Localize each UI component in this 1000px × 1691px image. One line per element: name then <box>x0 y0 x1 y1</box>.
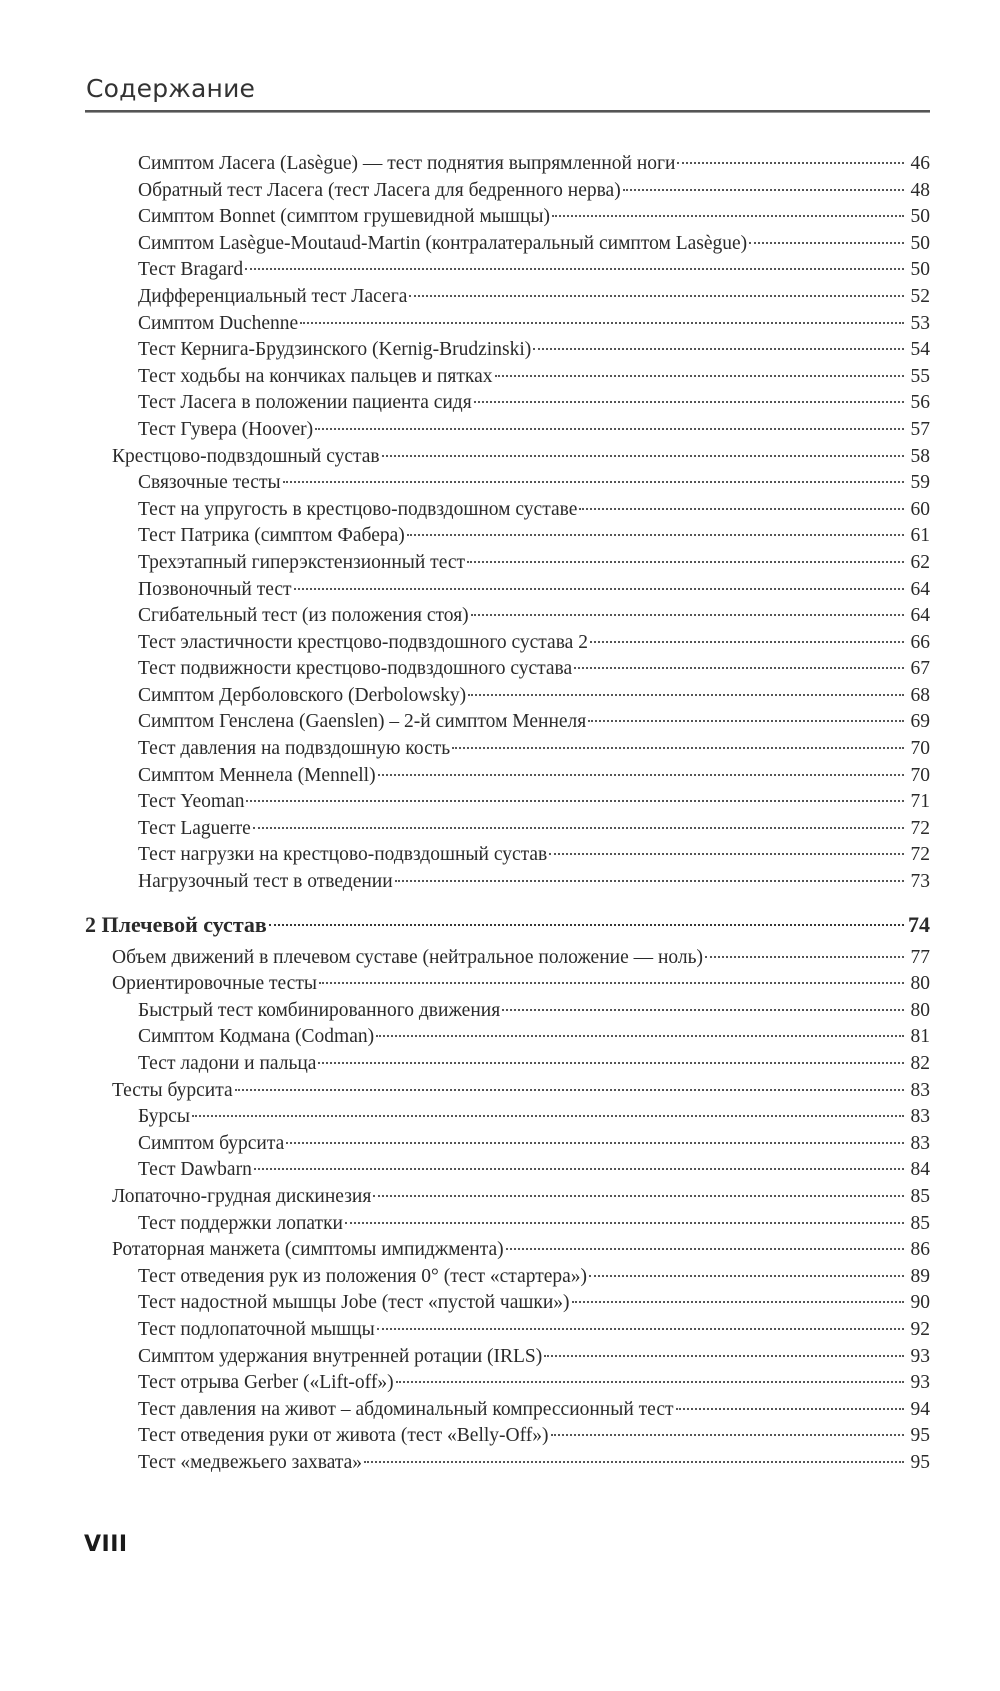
toc-entry-title: Трехэтапный гиперэкстензионный тест <box>138 551 466 573</box>
toc-entry-title: Тест Bragard <box>138 259 244 281</box>
toc-entry-title: Лопаточно-грудная дискинезия <box>112 1185 372 1207</box>
toc-item <box>85 151 930 178</box>
dot-leader <box>254 1168 904 1170</box>
toc-entry-title: Объем движений в плечевом суставе (нейтральное положение — ноль) <box>112 946 704 968</box>
toc-item <box>85 178 930 205</box>
toc-page-number: 53 <box>910 312 930 334</box>
page-number: VIII <box>84 1532 128 1557</box>
toc-entry-title: Тест ходьбы на кончиках пальцев и пятках <box>138 365 493 387</box>
toc-item <box>85 364 930 391</box>
toc-page-number: 64 <box>910 578 930 600</box>
dot-leader <box>253 827 904 829</box>
dot-leader <box>533 348 904 350</box>
dot-leader <box>376 1035 904 1037</box>
toc-page-number: 48 <box>910 179 930 201</box>
toc-entry-title: Симптом бурсита <box>138 1132 285 1154</box>
toc-item <box>85 736 930 763</box>
toc-entry-title: Быстрый тест комбинированного движения <box>138 999 501 1021</box>
toc-item <box>85 1423 930 1450</box>
toc-item <box>85 1290 930 1317</box>
toc-item <box>85 683 930 710</box>
dot-leader <box>300 322 904 324</box>
toc-entry-title: 2 Плечевой сустав <box>85 911 267 937</box>
dot-leader <box>364 1461 904 1463</box>
dot-leader <box>544 1355 904 1357</box>
toc-entry-title: Тест давления на подвздошную кость <box>138 738 451 760</box>
toc-page-number: 52 <box>910 285 930 307</box>
toc-page-number: 61 <box>910 525 930 547</box>
dot-leader <box>572 1301 904 1303</box>
dot-leader <box>286 1142 904 1144</box>
toc-entry-title: Симптом удержания внутренней ротации (IRLS) <box>138 1345 543 1367</box>
toc-page-number: 58 <box>910 445 930 467</box>
dot-leader <box>705 956 904 958</box>
toc-entry-title: Связочные тесты <box>138 472 281 494</box>
dot-leader <box>409 295 904 297</box>
dot-leader <box>468 694 904 696</box>
dot-leader <box>552 215 904 217</box>
toc-page-number: 85 <box>910 1212 930 1234</box>
toc-entry-title: Дифференциальный тест Ласега <box>138 285 408 307</box>
toc-item <box>85 231 930 258</box>
toc-item <box>85 1370 930 1397</box>
dot-leader <box>407 534 904 536</box>
toc-item <box>85 763 930 790</box>
toc-entry-title: Тест Кернига-Брудзинского (Kernig-Brudzinski) <box>138 339 532 361</box>
toc-item <box>85 1450 930 1477</box>
dot-leader <box>574 667 904 669</box>
toc-page-number: 64 <box>910 605 930 627</box>
toc-entry-title: Симптом Duchenne <box>138 312 299 334</box>
toc-entry-title: Тест отведения рук из положения 0° (тест «стартера») <box>138 1265 588 1287</box>
toc-item <box>85 417 930 444</box>
dot-leader <box>452 747 904 749</box>
toc-page-number: 83 <box>910 1106 930 1128</box>
toc-page-number: 68 <box>910 684 930 706</box>
toc-page-number: 95 <box>910 1451 930 1473</box>
toc-entry-title: Сгибательный тест (из положения стоя) <box>138 605 469 627</box>
dot-leader <box>749 242 904 244</box>
toc-entry-title: Тест «медвежьего захвата» <box>138 1451 363 1473</box>
toc-page-number: 71 <box>910 791 930 813</box>
toc-entry-title: Тест отрыва Gerber («Lift-off») <box>138 1372 394 1394</box>
toc-page-number: 92 <box>910 1318 930 1340</box>
toc-page-number: 72 <box>910 817 930 839</box>
toc-item <box>85 998 930 1025</box>
dot-leader <box>378 774 904 776</box>
dot-leader <box>245 268 904 270</box>
toc-item <box>85 630 930 657</box>
toc-entry-title: Бурсы <box>138 1106 190 1128</box>
dot-leader <box>623 189 904 191</box>
toc-page-number: 70 <box>910 764 930 786</box>
toc-entry-title: Симптом Ласега (Lasègue) — тест поднятия выпрямленной ноги <box>138 153 676 174</box>
toc-page-number: 74 <box>908 911 930 937</box>
toc-page-number: 66 <box>910 631 930 653</box>
toc-entry-title: Обратный тест Ласега (тест Ласега для бедренного нерва) <box>138 179 621 201</box>
toc-entry-title: Ротаторная манжета (симптомы импиджмента) <box>112 1239 504 1261</box>
table-of-contents <box>85 151 930 1477</box>
toc-chapter <box>85 907 930 943</box>
dot-leader <box>283 481 904 483</box>
dot-leader <box>319 982 904 984</box>
dot-leader <box>246 800 904 802</box>
toc-page-number: 86 <box>910 1239 930 1261</box>
toc-entry-title: Позвоночный тест <box>138 578 292 600</box>
toc-page-number: 84 <box>910 1159 930 1181</box>
dot-leader <box>294 588 904 590</box>
toc-page-number: 50 <box>910 259 930 281</box>
dot-leader <box>676 1408 905 1410</box>
dot-leader <box>315 428 904 430</box>
toc-entry-title: Тест надостной мышцы Jobe (тест «пустой чашки») <box>138 1292 570 1314</box>
dot-leader <box>192 1115 904 1117</box>
toc-page-number: 69 <box>910 711 930 733</box>
toc-section <box>85 444 930 471</box>
toc-page-number: 50 <box>910 206 930 228</box>
toc-item <box>85 523 930 550</box>
toc-entry-title: Симптом Bonnet (симптом грушевидной мышцы) <box>138 206 550 228</box>
toc-item <box>85 603 930 630</box>
toc-item <box>85 550 930 577</box>
toc-entry-title: Симптом Меннела (Mennell) <box>138 764 376 786</box>
toc-item <box>85 311 930 338</box>
toc-page-number: 89 <box>910 1265 930 1287</box>
dot-leader <box>506 1248 904 1250</box>
toc-entry-title: Тест Патрика (симптом Фабера) <box>138 525 405 547</box>
dot-leader <box>373 1195 904 1197</box>
toc-entry-title: Симптом Дерболовского (Derbolowsky) <box>138 684 467 706</box>
toc-item <box>85 204 930 231</box>
toc-entry-title: Тест Гувера (Hoover) <box>138 418 314 440</box>
dot-leader <box>590 641 904 643</box>
toc-page-number: 81 <box>910 1026 930 1048</box>
toc-entry-title: Тесты бурсита <box>112 1079 233 1101</box>
toc-page-number: 57 <box>910 418 930 440</box>
dot-leader <box>474 401 904 403</box>
toc-item <box>85 337 930 364</box>
dot-leader <box>318 1062 904 1064</box>
page-title: Содержание <box>86 74 256 103</box>
toc-page-number: 46 <box>910 153 930 174</box>
toc-entry-title: Тест Dawbarn <box>138 1159 252 1181</box>
toc-entry-title: Тест давления на живот – абдоминальный компрессионный тест <box>138 1398 674 1420</box>
toc-entry-title: Симптом Lasègue-Moutaud-Martin (контралатеральный симптом Lasègue) <box>138 232 748 254</box>
toc-item <box>85 577 930 604</box>
dot-leader <box>495 375 905 377</box>
toc-page-number: 50 <box>910 232 930 254</box>
toc-entry-title: Симптом Генслена (Gaenslen) – 2-й симптом Меннеля <box>138 711 587 733</box>
toc-item <box>85 497 930 524</box>
toc-entry-title: Тест подвижности крестцово-подвздошного сустава <box>138 658 573 680</box>
toc-page-number: 80 <box>910 973 930 995</box>
toc-page-number: 72 <box>910 844 930 866</box>
toc-item <box>85 1211 930 1238</box>
toc-page-number: 62 <box>910 551 930 573</box>
toc-entry-title: Ориентировочные тесты <box>112 973 317 995</box>
toc-entry-title: Тест ладони и пальца <box>138 1053 317 1074</box>
dot-leader <box>551 1434 905 1436</box>
dot-leader <box>345 1222 904 1224</box>
toc-entry-title: Тест поддержки лопатки <box>138 1212 343 1234</box>
toc-entry-title: Тест подлопаточной мышцы <box>138 1318 375 1340</box>
dot-leader <box>235 1089 904 1091</box>
toc-entry-title: Симптом Кодмана (Codman) <box>138 1026 375 1048</box>
toc-entry-title: Нагрузочный тест в отведении <box>138 871 393 893</box>
toc-entry-title: Тест отведения руки от живота (тест «Belly-Off») <box>138 1425 549 1447</box>
toc-entry-title: Тест нагрузки на крестцово-подвздошный сустав <box>138 844 548 866</box>
toc-entry-title: Тест Ласега в положении пациента сидя <box>138 392 472 414</box>
dot-leader <box>269 924 904 926</box>
toc-entry-title: Тест эластичности крестцово-подвздошного сустава 2 <box>138 631 588 653</box>
toc-item <box>85 390 930 417</box>
dot-leader <box>579 508 904 510</box>
toc-section <box>85 1184 930 1211</box>
toc-section <box>85 1078 930 1105</box>
toc-page-number: 80 <box>910 999 930 1021</box>
toc-item <box>85 1131 930 1158</box>
toc-item <box>85 656 930 683</box>
dot-leader <box>549 853 904 855</box>
toc-entry-title: Тест Yeoman <box>138 791 245 813</box>
toc-page-number: 56 <box>910 392 930 414</box>
dot-leader <box>467 561 904 563</box>
toc-item <box>85 1104 930 1131</box>
toc-item <box>85 869 930 896</box>
header-rule <box>85 110 930 113</box>
toc-section <box>85 971 930 998</box>
toc-page-number: 83 <box>910 1079 930 1101</box>
toc-item <box>85 284 930 311</box>
dot-leader <box>377 1328 904 1330</box>
toc-item <box>85 1397 930 1424</box>
toc-page-number: 59 <box>910 472 930 494</box>
toc-page-number: 83 <box>910 1132 930 1154</box>
toc-page-number: 77 <box>910 946 930 968</box>
toc-page-number: 70 <box>910 738 930 760</box>
toc-item <box>85 1317 930 1344</box>
toc-item <box>85 1051 930 1078</box>
running-header <box>85 74 930 113</box>
toc-page-number: 54 <box>910 339 930 361</box>
toc-section <box>85 1237 930 1264</box>
toc-item <box>85 257 930 284</box>
toc-entry-title: Тест Laguerre <box>138 817 251 839</box>
dot-leader <box>382 455 904 457</box>
dot-leader <box>588 720 904 722</box>
toc-page-number: 67 <box>910 658 930 680</box>
dot-leader <box>471 614 904 616</box>
toc-page-number: 95 <box>910 1425 930 1447</box>
toc-page-number: 90 <box>910 1292 930 1314</box>
dot-leader <box>502 1009 904 1011</box>
toc-item <box>85 1157 930 1184</box>
toc-page-number: 60 <box>910 498 930 520</box>
dot-leader <box>589 1275 904 1277</box>
dot-leader <box>396 1381 904 1383</box>
toc-item <box>85 816 930 843</box>
toc-item <box>85 1264 930 1291</box>
toc-page-number: 94 <box>910 1398 930 1420</box>
toc-section <box>85 945 930 972</box>
dot-leader <box>395 880 904 882</box>
toc-page-number: 93 <box>910 1345 930 1367</box>
toc-item <box>85 1024 930 1051</box>
toc-item <box>85 1344 930 1371</box>
dot-leader <box>677 162 904 164</box>
toc-entry-title: Тест на упругость в крестцово-подвздошном суставе <box>138 498 578 520</box>
toc-page-number: 93 <box>910 1372 930 1394</box>
toc-page-number: 82 <box>910 1053 930 1074</box>
toc-item <box>85 842 930 869</box>
toc-item <box>85 789 930 816</box>
toc-page-number: 85 <box>910 1185 930 1207</box>
toc-entry-title: Крестцово-подвздошный сустав <box>112 445 380 467</box>
toc-item <box>85 470 930 497</box>
toc-page-number: 55 <box>910 365 930 387</box>
toc-item <box>85 709 930 736</box>
toc-page-number: 73 <box>910 871 930 893</box>
